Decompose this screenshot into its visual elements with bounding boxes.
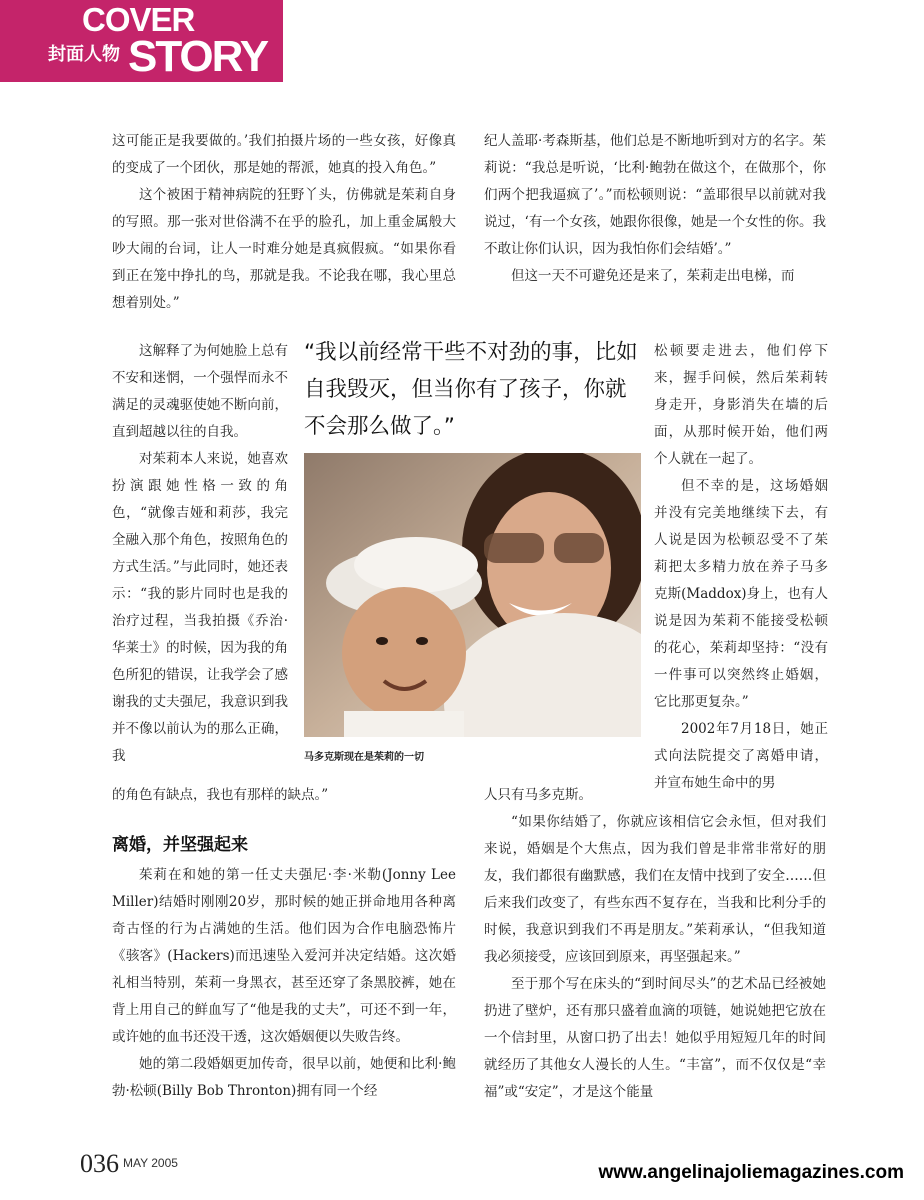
paragraph: 但这一天不可避免还是来了，茱莉走出电梯，而 <box>511 268 795 284</box>
right-column-narrow <box>654 338 828 797</box>
paragraph: 的角色有缺点，我也有那样的缺点。” <box>112 787 329 803</box>
paragraph: 这个被困于精神病院的狂野丫头，仿佛就是茱莉自身的写照。那一张对世俗满不在乎的脸孔，加上重金属般大吵大闹的台词，让人一时难分她是真疯假疯。“如果你看到正在笼中挣扎的鸟，那就是我。不论我在哪，我心里总想着别处。” <box>112 187 456 311</box>
paragraph: 她的第二段婚姻更加传奇，很早以前，她便和比利·鲍勃·松顿(Billy Bob Thronton)拥有同一个经 <box>112 1056 456 1099</box>
left-column-closing-line <box>112 782 456 809</box>
section-heading: 离婚，并坚强起来 <box>112 835 248 855</box>
paragraph: 茱莉在和她的第一任丈夫强尼·李·米勒(Jonny Lee Miller)结婚时刚刚20岁，那时候的她正拼命地用各种离奇古怪的行为占满她的生活。他们因为合作电脑恐怖片《骇客》(Hackers)而迅速坠入爱河并决定结婚。这次婚礼相当特别，茱莉一身黑衣，甚至还穿了条黑胶裤，她在背上用自己的鲜血写了“他是我的丈夫”，可还不到一年，或许她的血书还没干透，这次婚姻便以失败告终。 <box>112 867 456 1045</box>
right-column-bottom <box>484 782 826 1106</box>
banner-chinese-label: 封面人物 <box>48 44 120 65</box>
photo-caption: 马多克斯现在是茱莉的一切 <box>304 752 424 763</box>
paragraph: 至于那个写在床头的“到时间尽头”的艺术品已经被她扔进了壁炉，还有那只盛着血滴的项链，她说她把它放在一个信封里，从窗口扔了出去！她似乎用短短几年的时间就经历了其他女人漫长的人生。“丰富”，而不仅仅是“幸福”或“安定”，才是这个能量 <box>484 976 826 1100</box>
photo-angelina-and-maddox <box>304 453 641 737</box>
paragraph: 这解释了为何她脸上总有不安和迷惘，一个强悍而永不满足的灵魂驱使她不断向前，直到超越以往的自我。 <box>112 343 288 440</box>
paragraph: 对茱莉本人来说，她喜欢扮演跟她性格一致的角色，“就像吉娅和莉莎，我完全融入那个角色，按照角色的方式生活。”与此同时，她还表示：“我的影片同时也是我的治疗过程，当我拍摄《乔治·华莱士》的时候，因为我的角色所犯的错误，让我学会了感谢我的丈夫强尼，我意识到我并不像以前认为的那么正确，我 <box>112 451 288 764</box>
paragraph: 人只有马多克斯。 <box>484 787 592 803</box>
paragraph: 但不幸的是，这场婚姻并没有完美地继续下去，有人说是因为松顿忍受不了茱莉把太多精力放在养子马多克斯(Maddox)身上，也有人说是因为茱莉不能接受松顿的花心，茱莉却坚持：“没有一件事可以突然终止婚姻，它比那更复杂。” <box>654 478 828 710</box>
website-watermark: www.angelinajoliemagazines.com <box>598 1162 904 1183</box>
left-column-narrow <box>112 338 288 770</box>
issue-date: MAY 2005 <box>123 1156 178 1170</box>
left-column-section <box>112 862 456 1105</box>
page-number: 036 <box>80 1149 119 1178</box>
photo-illustration <box>304 453 641 737</box>
pull-quote: “我以前经常干些不对劲的事，比如自我毁灭，但当你有了孩子，你就不会那么做了。” <box>304 340 638 439</box>
cover-story-banner <box>0 0 283 82</box>
banner-story-text: STORY <box>128 32 268 81</box>
paragraph: 纪人盖耶·考森斯基，他们总是不断地听到对方的名字。茱莉说：“我总是听说，‘比利·鲍勃在做这个，在做那个，你们两个把我逼疯了’。”而松顿则说：“盖耶很早以前就对我说过，‘有一个女孩，她跟你很像，她是一个女性的你。我不敢让你们认识，因为我怕你们会结婚’。” <box>484 133 826 257</box>
left-column-top <box>112 128 456 317</box>
right-column-top <box>484 128 826 290</box>
banner-cover-text: COVER <box>82 1 195 38</box>
paragraph: 松顿要走进去，他们停下来，握手问候，然后茱莉转身走开，身影消失在墙的后面，从那时候开始，他们两个人就在一起了。 <box>654 343 828 467</box>
paragraph: “如果你结婚了，你就应该相信它会永恒，但对我们来说，婚姻是个大焦点，因为我们曾是非常非常好的朋友，我们都很有幽默感，我们在友情中找到了安全……但后来我们改变了，有些东西不复存在，当我和比利分手的时候，我意识到我们不再是朋友。”茱莉承认，“但我知道我必须接受，应该回到原来，再坚强起来。” <box>484 814 826 965</box>
paragraph: 这可能正是我要做的。’我们拍摄片场的一些女孩，好像真的变成了一个团伙，那是她的帮派，她真的投入角色。” <box>112 133 456 176</box>
paragraph: 2002年7月18日，她正式向法院提交了离婚申请，并宣布她生命中的男 <box>654 721 828 791</box>
